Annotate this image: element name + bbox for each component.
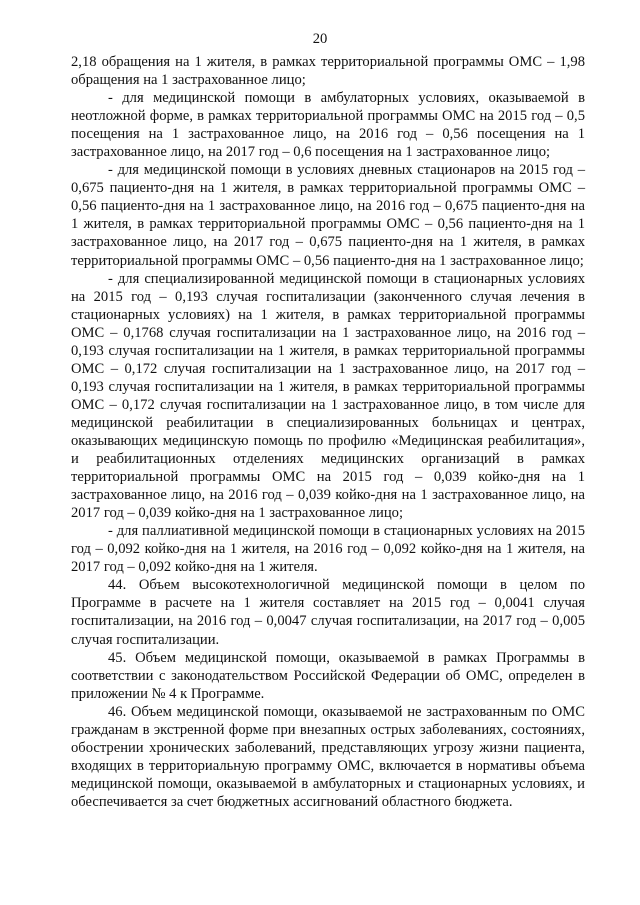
- paragraph-45: 45. Объем медицинской помощи, оказываемой в рамках Программы в соответствии с законодательством Российской Федерации об ОМС, определен в приложении № 4 к Программе.: [71, 649, 585, 702]
- paragraph-46: 46. Объем медицинской помощи, оказываемой не застрахованным по ОМС гражданам в экстренной форме при внезапных острых заболеваниях, состояниях, обострении хронических заболеваний, представляющих угрозу жизни пациента, входящих в территориальную программу ОМС, включается в нормативы объема медицинской помощи, оказываемой в амбулаторных и стационарных условиях, и обеспечивается за счет бюджетных ассигнований областного бюджета.: [71, 703, 585, 810]
- paragraph-specialized-inpatient: - для специализированной медицинской помощи в стационарных условиях на 2015 год – 0,193 случая госпитализации (законченного случая лечения в стационарных условиях) на 1 жителя, в рамках территориальной программы ОМС – 0,1768 случая госпитализации на 1 застрахованное лицо, на 2016 год – 0,193 случая госпитализации на 1 жителя, в рамках территориальной программы ОМС – 0,172 случая госпитализации на 1 застрахованное лицо, на 2017 год – 0,193 случая госпитализации на 1 жителя, в рамках территориальной программы ОМС – 0,172 случая госпитализации на 1 застрахованное лицо, в том числе для медицинской реабилитации в специализированных больницах и центрах, оказывающих медицинскую помощь по профилю «Медицинская реабилитация», и реабилитационных отделениях медицинских организаций в рамках территориальной программы ОМС на 2015 год – 0,039 койко-дня на 1 застрахованное лицо, на 2016 год – 0,039 койко-дня на 1 застрахованное лицо, на 2017 год – 0,039 койко-дня на 1 застрахованное лицо;: [71, 270, 585, 522]
- paragraph-continuation: 2,18 обращения на 1 жителя, в рамках территориальной программы ОМС – 1,98 обращения на 1 застрахованное лицо;: [71, 54, 585, 89]
- paragraph-44: 44. Объем высокотехнологичной медицинской помощи в целом по Программе в расчете на 1 жителя составляет на 2015 год – 0,0041 случая госпитализации, на 2016 год – 0,0047 случая госпитализации, на 2017 год – 0,005 случая госпитализации.: [71, 577, 585, 648]
- page-number: 20: [312, 31, 328, 47]
- paragraph-palliative: - для паллиативной медицинской помощи в стационарных условиях на 2015 год – 0,092 койко-дня на 1 жителя, на 2016 год – 0,092 койко-дня на 1 жителя, на 2017 год – 0,092 койко-дня на 1 жителя.: [71, 523, 585, 576]
- paragraph-day-hospital: - для медицинской помощи в условиях дневных стационаров на 2015 год – 0,675 пациенто-дня на 1 жителя, в рамках территориальной программы ОМС – 0,56 пациенто-дня на 1 застрахованное лицо, на 2016 год – 0,675 пациенто-дня на 1 жителя, в рамках территориальной программы ОМС – 0,56 пациенто-дня на 1 застрахованное лицо, на 2017 год – 0,675 пациенто-дня на 1 жителя, в рамках территориальной программы ОМС – 0,56 пациенто-дня на 1 застрахованное лицо;: [71, 162, 585, 269]
- document-body: [71, 53, 585, 811]
- paragraph-ambulatory-urgent: - для медицинской помощи в амбулаторных условиях, оказываемой в неотложной форме, в рамках территориальной программы ОМС на 2015 год – 0,5 посещения на 1 застрахованное лицо, на 2016 год – 0,56 посещения на 1 застрахованное лицо, на 2017 год – 0,6 посещения на 1 застрахованное лицо;: [71, 90, 585, 161]
